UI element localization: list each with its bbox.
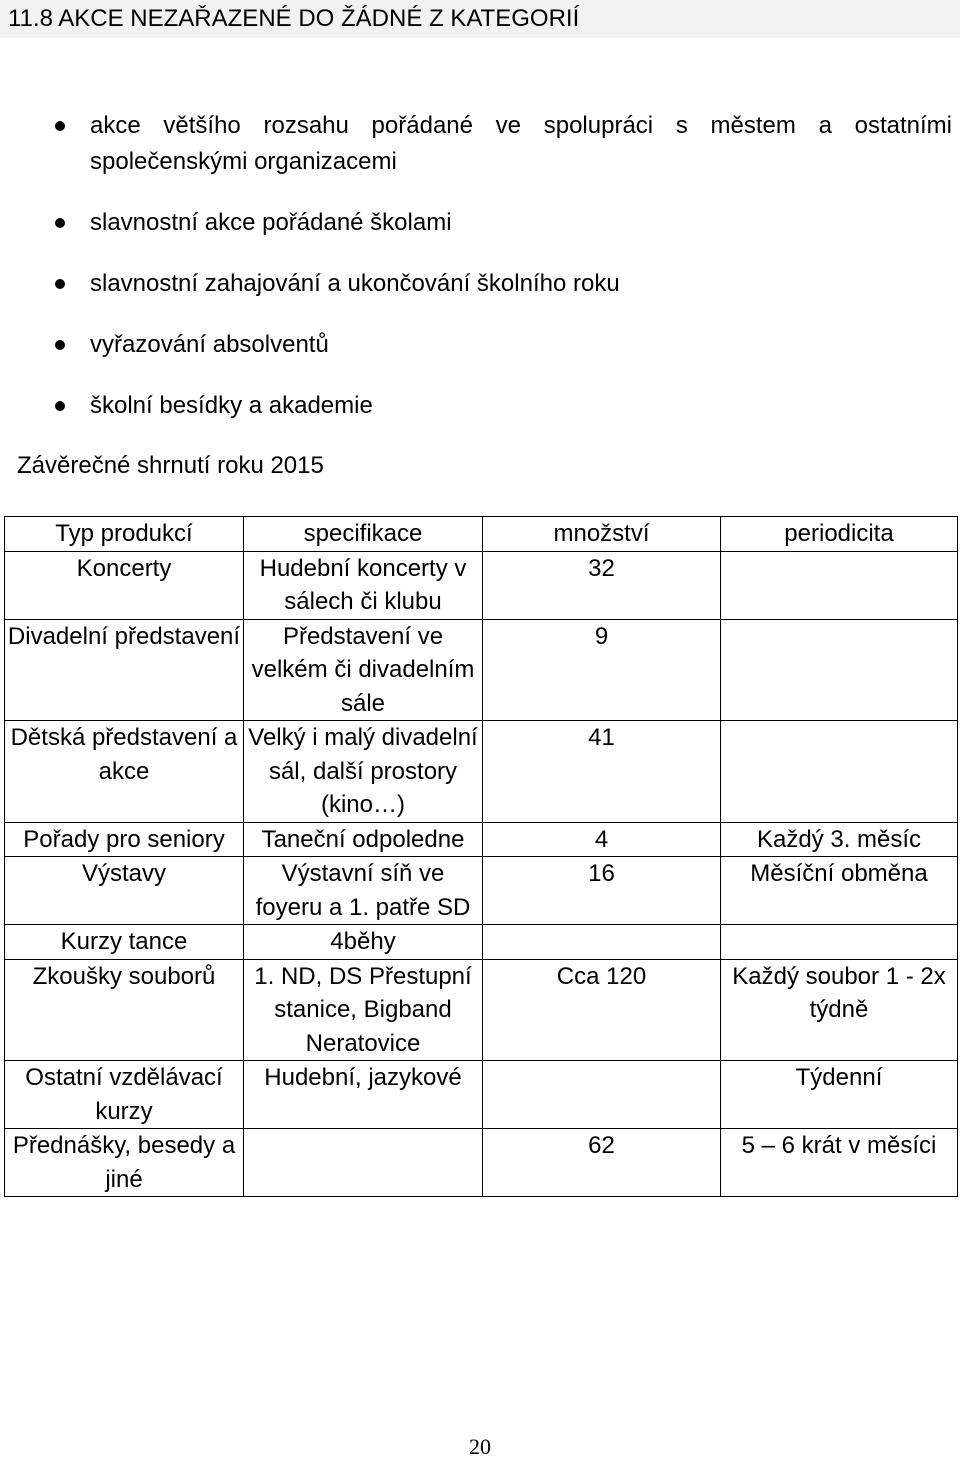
page-number: 20 xyxy=(469,1434,491,1459)
table-cell: Taneční odpoledne xyxy=(244,822,483,857)
table-cell: Cca 120 xyxy=(483,959,721,1061)
bullet-text: školní besídky a akademie xyxy=(90,392,373,419)
table-row xyxy=(5,822,958,857)
table-cell: Výstavy xyxy=(5,857,244,925)
column-header-periodicity: periodicita xyxy=(721,517,958,552)
section-heading: 11.8 AKCE NEZAŘAZENÉ DO ŽÁDNÉ Z KATEGORIÍ xyxy=(0,0,960,38)
table-cell: Každý 3. měsíc xyxy=(721,822,958,857)
table-cell: Týdenní xyxy=(721,1061,958,1129)
column-header-specification: specifikace xyxy=(244,517,483,552)
bullet-item xyxy=(0,388,960,424)
table-cell xyxy=(721,551,958,619)
bullet-icon xyxy=(55,401,65,411)
table-cell xyxy=(483,925,721,960)
table-cell: 62 xyxy=(483,1129,721,1197)
table-cell: 9 xyxy=(483,619,721,721)
table-cell xyxy=(721,619,958,721)
table-cell: Dětská představení a akce xyxy=(5,721,244,823)
bullet-item xyxy=(0,108,960,180)
bullet-icon xyxy=(55,279,65,289)
table-row xyxy=(5,1129,958,1197)
table-cell: Výstavní síň ve foyeru a 1. patře SD xyxy=(244,857,483,925)
bullet-item xyxy=(0,327,960,363)
table-row xyxy=(5,857,958,925)
column-header-quantity: množství xyxy=(483,517,721,552)
bullet-text: slavnostní akce pořádané školami xyxy=(90,209,452,236)
table-cell: 4běhy xyxy=(244,925,483,960)
table-cell: Pořady pro seniory xyxy=(5,822,244,857)
table-cell: Kurzy tance xyxy=(5,925,244,960)
bullet-icon xyxy=(55,218,65,228)
table-cell: 4 xyxy=(483,822,721,857)
table-cell: Velký i malý divadelní sál, další prostory (kino…) xyxy=(244,721,483,823)
bullet-text: slavnostní zahajování a ukončování školního roku xyxy=(90,270,620,297)
table-cell: Každý soubor 1 - 2x týdně xyxy=(721,959,958,1061)
bullet-text: vyřazování absolventů xyxy=(90,331,329,358)
table-cell: Měsíční obměna xyxy=(721,857,958,925)
table-cell: 5 – 6 krát v měsíci xyxy=(721,1129,958,1197)
bullet-item xyxy=(0,205,960,241)
bullet-list xyxy=(0,108,960,449)
table-cell: 16 xyxy=(483,857,721,925)
table-cell: Ostatní vzdělávací kurzy xyxy=(5,1061,244,1129)
table-cell xyxy=(483,1061,721,1129)
bullet-icon xyxy=(55,121,65,131)
table-row xyxy=(5,551,958,619)
table-cell: Přednášky, besedy a jiné xyxy=(5,1129,244,1197)
table-cell: Hudební koncerty v sálech či klubu xyxy=(244,551,483,619)
table-cell: Hudební, jazykové xyxy=(244,1061,483,1129)
bullet-icon xyxy=(55,340,65,350)
table-cell: 41 xyxy=(483,721,721,823)
summary-title: Závěrečné shrnutí roku 2015 xyxy=(17,452,324,479)
table-cell xyxy=(721,925,958,960)
table-cell: Představení ve velkém či divadelním sále xyxy=(244,619,483,721)
table-cell: Zkoušky souborů xyxy=(5,959,244,1061)
table-row xyxy=(5,925,958,960)
column-header-type: Typ produkcí xyxy=(5,517,244,552)
table-cell xyxy=(244,1129,483,1197)
bullet-item xyxy=(0,266,960,302)
bullet-text: akce většího rozsahu pořádané ve spolupráci s městem a ostatními společenskými organizacemi xyxy=(90,112,952,175)
table-cell: Koncerty xyxy=(5,551,244,619)
table-row xyxy=(5,619,958,721)
table-cell: 1. ND, DS Přestupní stanice, Bigband Neratovice xyxy=(244,959,483,1061)
production-table xyxy=(4,516,958,1197)
table-row xyxy=(5,959,958,1061)
table-cell: 32 xyxy=(483,551,721,619)
table-header-row xyxy=(5,517,958,552)
table-row xyxy=(5,721,958,823)
table-cell xyxy=(721,721,958,823)
table-row xyxy=(5,1061,958,1129)
table-cell: Divadelní představení xyxy=(5,619,244,721)
